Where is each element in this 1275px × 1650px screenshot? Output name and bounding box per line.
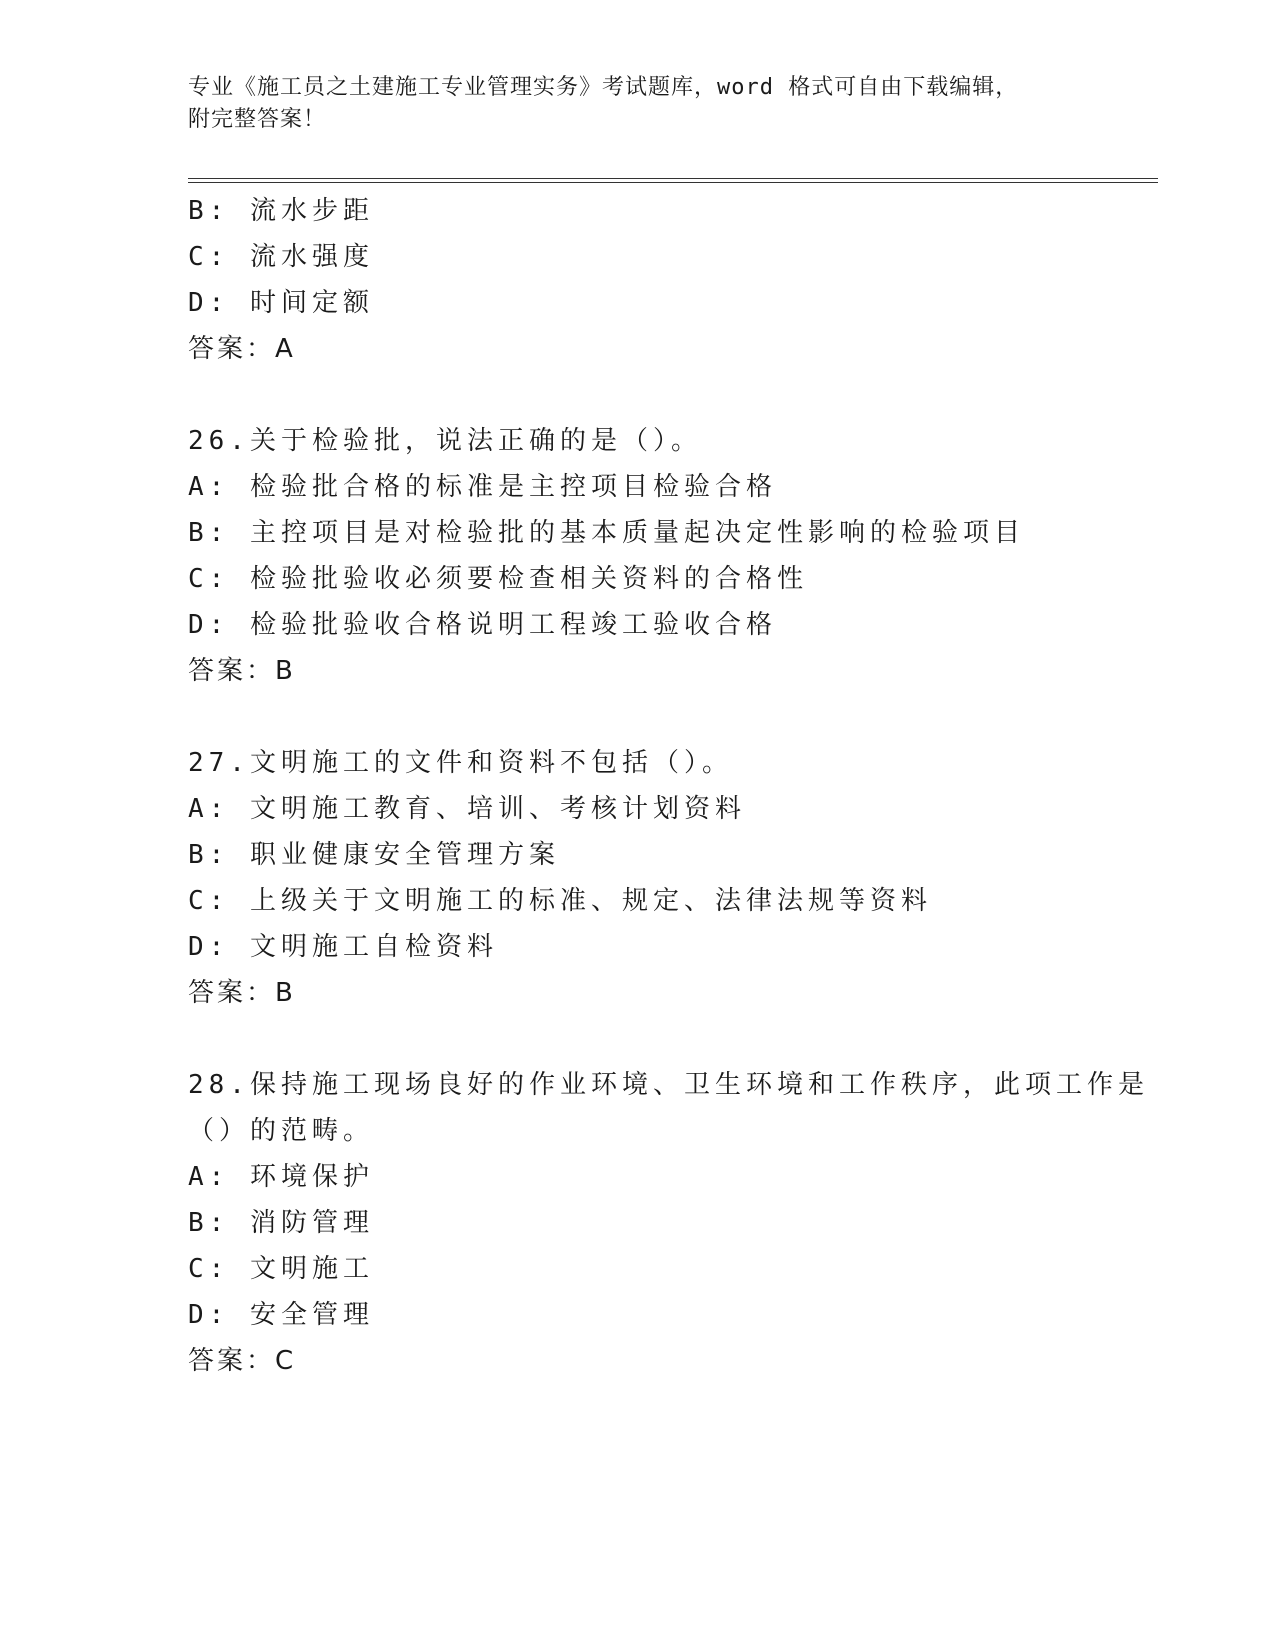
option-c: C: 流水强度 <box>188 242 374 272</box>
option-a: A: 文明施工教育、培训、考核计划资料 <box>188 794 746 824</box>
option-d: D: 时间定额 <box>188 288 374 318</box>
question-stem: 26.关于检验批，说法正确的是（）。 <box>188 426 702 456</box>
header-title-line: 专业《施工员之土建施工专业管理实务》考试题库，word 格式可自由下载编辑， <box>188 75 1019 100</box>
question-stem-line-1: 28.保持施工现场良好的作业环境、卫生环境和工作秩序，此项工作是 <box>188 1070 1149 1100</box>
question-stem-line-2: （）的范畴。 <box>188 1116 375 1146</box>
question-27 <box>188 740 1158 1016</box>
option-b: B: 流水步距 <box>188 196 374 226</box>
option-d: D: 安全管理 <box>188 1300 374 1330</box>
option-b: B: 职业健康安全管理方案 <box>188 840 560 870</box>
question-26 <box>188 418 1158 694</box>
option-c: C: 检验批验收必须要检查相关资料的合格性 <box>188 564 808 594</box>
question-25-continued <box>188 188 1158 372</box>
spacer <box>188 1016 1158 1062</box>
answer-line: 答案：A <box>188 334 296 364</box>
spacer <box>188 372 1158 418</box>
answer-line: 答案：B <box>188 656 296 686</box>
option-b: B: 消防管理 <box>188 1208 374 1238</box>
header-subtitle-line: 附完整答案！ <box>188 107 327 132</box>
option-a: A: 环境保护 <box>188 1162 374 1192</box>
header-divider <box>188 178 1158 183</box>
option-d: D: 检验批验收合格说明工程竣工验收合格 <box>188 610 777 640</box>
option-a: A: 检验批合格的标准是主控项目检验合格 <box>188 472 777 502</box>
question-list <box>188 188 1158 1384</box>
option-d: D: 文明施工自检资料 <box>188 932 498 962</box>
question-28 <box>188 1062 1158 1384</box>
option-b: B: 主控项目是对检验批的基本质量起决定性影响的检验项目 <box>188 518 1025 548</box>
document-header <box>188 72 1088 136</box>
question-stem: 27.文明施工的文件和资料不包括（）。 <box>188 748 733 778</box>
option-c: C: 文明施工 <box>188 1254 374 1284</box>
spacer <box>188 694 1158 740</box>
option-c: C: 上级关于文明施工的标准、规定、法律法规等资料 <box>188 886 932 916</box>
answer-line: 答案：B <box>188 978 296 1008</box>
answer-line: 答案：C <box>188 1346 297 1376</box>
